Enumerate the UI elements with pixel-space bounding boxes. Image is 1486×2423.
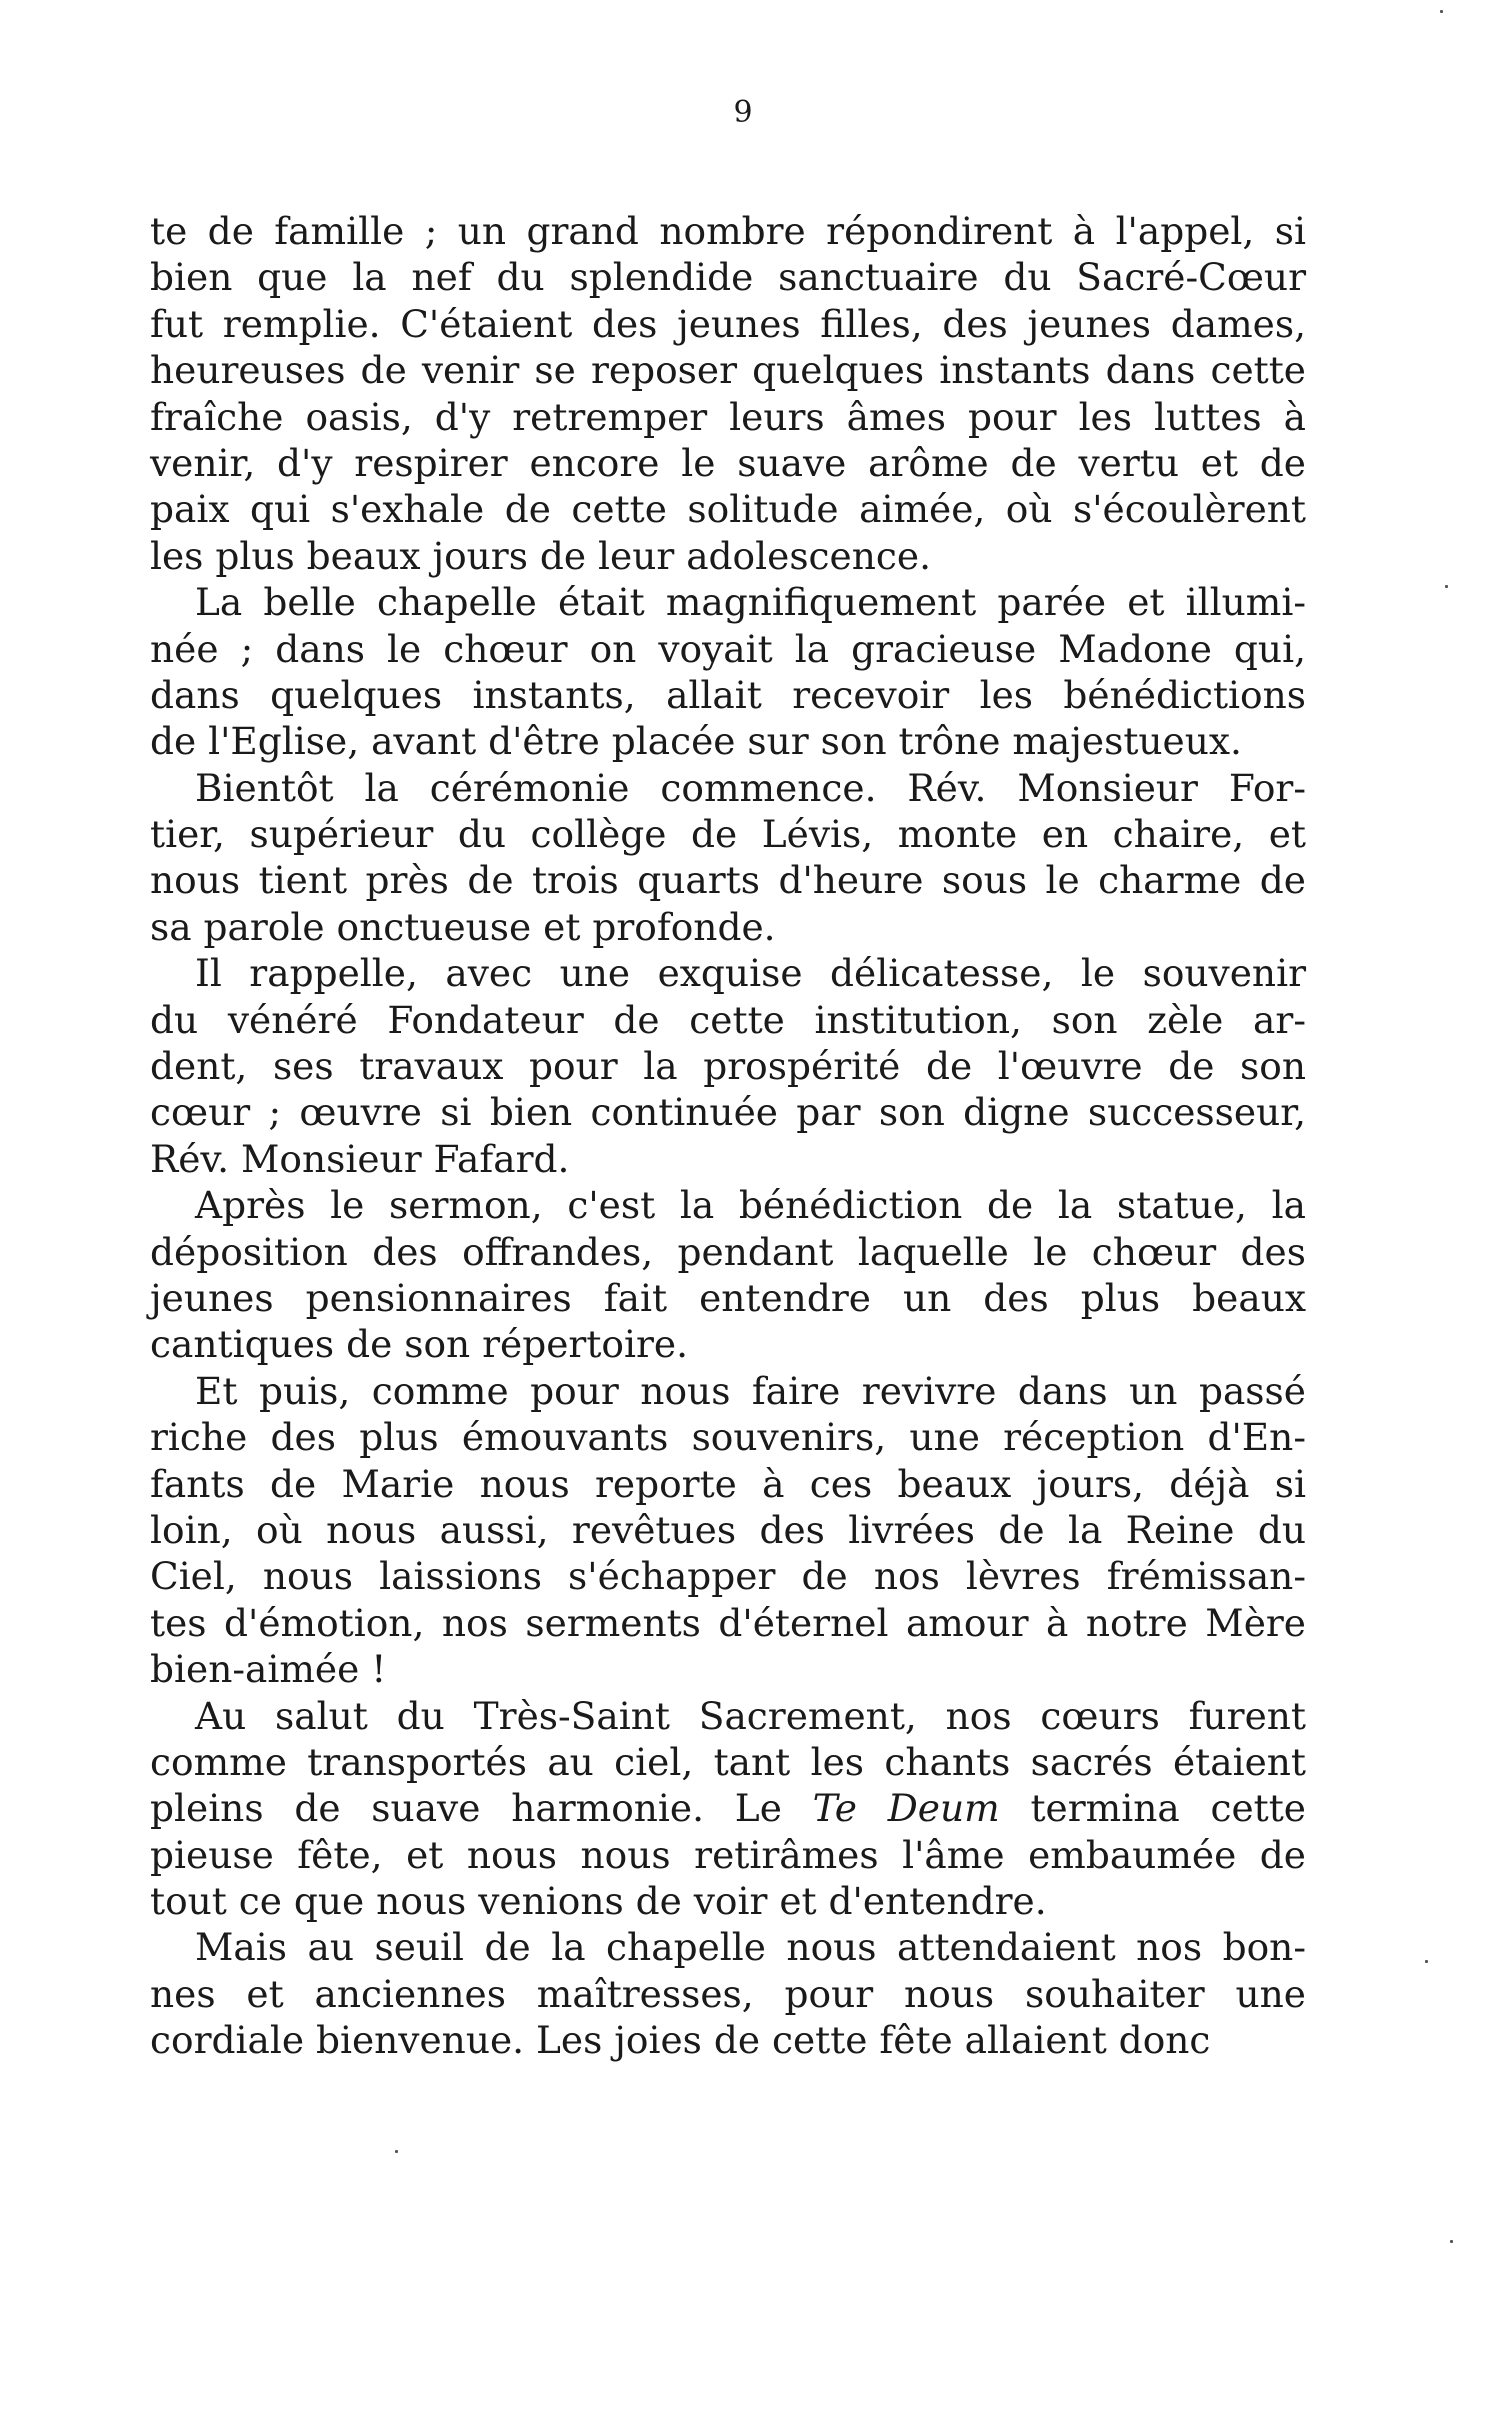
text-line: bien-aimée !: [150, 1647, 387, 1692]
paragraph-p3: [150, 765, 1306, 951]
page-number: 9: [733, 95, 753, 130]
text-line: sa parole onctueuse et profonde.: [150, 904, 776, 949]
text-line: cœur ; œuvre si bien continuée par son digne successeur,: [150, 1090, 1306, 1135]
text-line: tier, supérieur du collège de Lévis, monte en chaire, et: [150, 812, 1306, 857]
text-line: riche des plus émouvants souvenirs, une réception d'En-: [150, 1415, 1306, 1460]
scan-speck: [1450, 2240, 1453, 2243]
text-line: paix qui s'exhale de cette solitude aimée, où s'écoulèrent: [150, 487, 1306, 532]
scan-speck: [395, 2150, 398, 2153]
text-line: fants de Marie nous reporte à ces beaux jours, déjà si: [150, 1461, 1306, 1506]
scan-speck: [1440, 10, 1443, 13]
text-line: fut remplie. C'étaient des jeunes filles, des jeunes dames,: [150, 301, 1306, 346]
text-line: fraîche oasis, d'y retremper leurs âmes pour les luttes à: [150, 394, 1306, 439]
paragraph-p4: [150, 950, 1306, 1182]
text-line: te de famille ; un grand nombre répondirent à l'appel, si: [150, 209, 1306, 253]
text-line: les plus beaux jours de leur adolescence.: [150, 533, 932, 578]
text-line: venir, d'y respirer encore le suave arôme de vertu et de: [150, 440, 1306, 485]
paragraph-p1: [150, 208, 1306, 579]
text-line: nous tient près de trois quarts d'heure sous le charme de: [150, 858, 1306, 903]
paragraph-p2: [150, 579, 1306, 765]
paragraph-p7: [150, 1693, 1306, 1925]
text-line: bien que la nef du splendide sanctuaire du Sacré-Cœur: [150, 255, 1306, 300]
text-line: née ; dans le chœur on voyait la gracieuse Madone qui,: [150, 626, 1306, 671]
text-line: Ciel, nous laissions s'échapper de nos lèvres frémissan-: [150, 1554, 1306, 1599]
text-line: cordiale bienvenue. Les joies de cette fête allaient donc: [150, 2018, 1211, 2063]
text-line: loin, où nous aussi, revêtues des livrées de la Reine du: [150, 1507, 1306, 1552]
text-line: pieuse fête, et nous nous retirâmes l'âme embaumée de: [150, 1832, 1306, 1877]
text-line: du vénéré Fondateur de cette institution, son zèle ar-: [150, 997, 1306, 1042]
paragraph-p5: [150, 1182, 1306, 1368]
text-line: tes d'émotion, nos serments d'éternel amour à notre Mère: [150, 1600, 1306, 1645]
scan-speck: [1445, 585, 1448, 588]
text-line: Il rappelle, avec une exquise délicatesse, le souvenir: [195, 951, 1306, 996]
text-line: Après le sermon, c'est la bénédiction de la statue, la: [195, 1183, 1306, 1228]
text-line: Mais au seuil de la chapelle nous attendaient nos bon-: [195, 1925, 1306, 1970]
text-line: Bientôt la cérémonie commence. Rév. Monsieur For-: [195, 765, 1306, 810]
text-line: jeunes pensionnaires fait entendre un des plus beaux: [150, 1275, 1306, 1320]
text-line: heureuses de venir se reposer quelques instants dans cette: [150, 348, 1306, 393]
text-line: Et puis, comme pour nous faire revivre dans un passé: [195, 1368, 1306, 1413]
paragraph-p8: [150, 1924, 1306, 2063]
body-text: [150, 208, 1306, 2064]
text-line: cantiques de son répertoire.: [150, 1322, 689, 1367]
text-line: de l'Eglise, avant d'être placée sur son trône majestueux.: [150, 719, 1242, 764]
text-line: pleins de suave harmonie. Le Te Deum termina cette: [150, 1786, 1306, 1831]
text-line: comme transportés au ciel, tant les chants sacrés étaient: [150, 1739, 1306, 1784]
paragraph-p6: [150, 1368, 1306, 1693]
text-line: La belle chapelle était magnifiquement parée et illumi-: [195, 580, 1306, 625]
text-line: dans quelques instants, allait recevoir les bénédictions: [150, 672, 1306, 717]
text-line: déposition des offrandes, pendant laquelle le chœur des: [150, 1229, 1306, 1274]
text-line: Au salut du Très-Saint Sacrement, nos cœurs furent: [195, 1693, 1306, 1738]
text-line: Rév. Monsieur Fafard.: [150, 1136, 570, 1181]
text-line: tout ce que nous venions de voir et d'entendre.: [150, 1879, 1047, 1924]
scan-speck: [1425, 1960, 1428, 1963]
text-line: dent, ses travaux pour la prospérité de l'œuvre de son: [150, 1044, 1306, 1089]
italic-text: Te Deum: [812, 1786, 1000, 1831]
text-line: nes et anciennes maîtresses, pour nous souhaiter une: [150, 1971, 1306, 2016]
